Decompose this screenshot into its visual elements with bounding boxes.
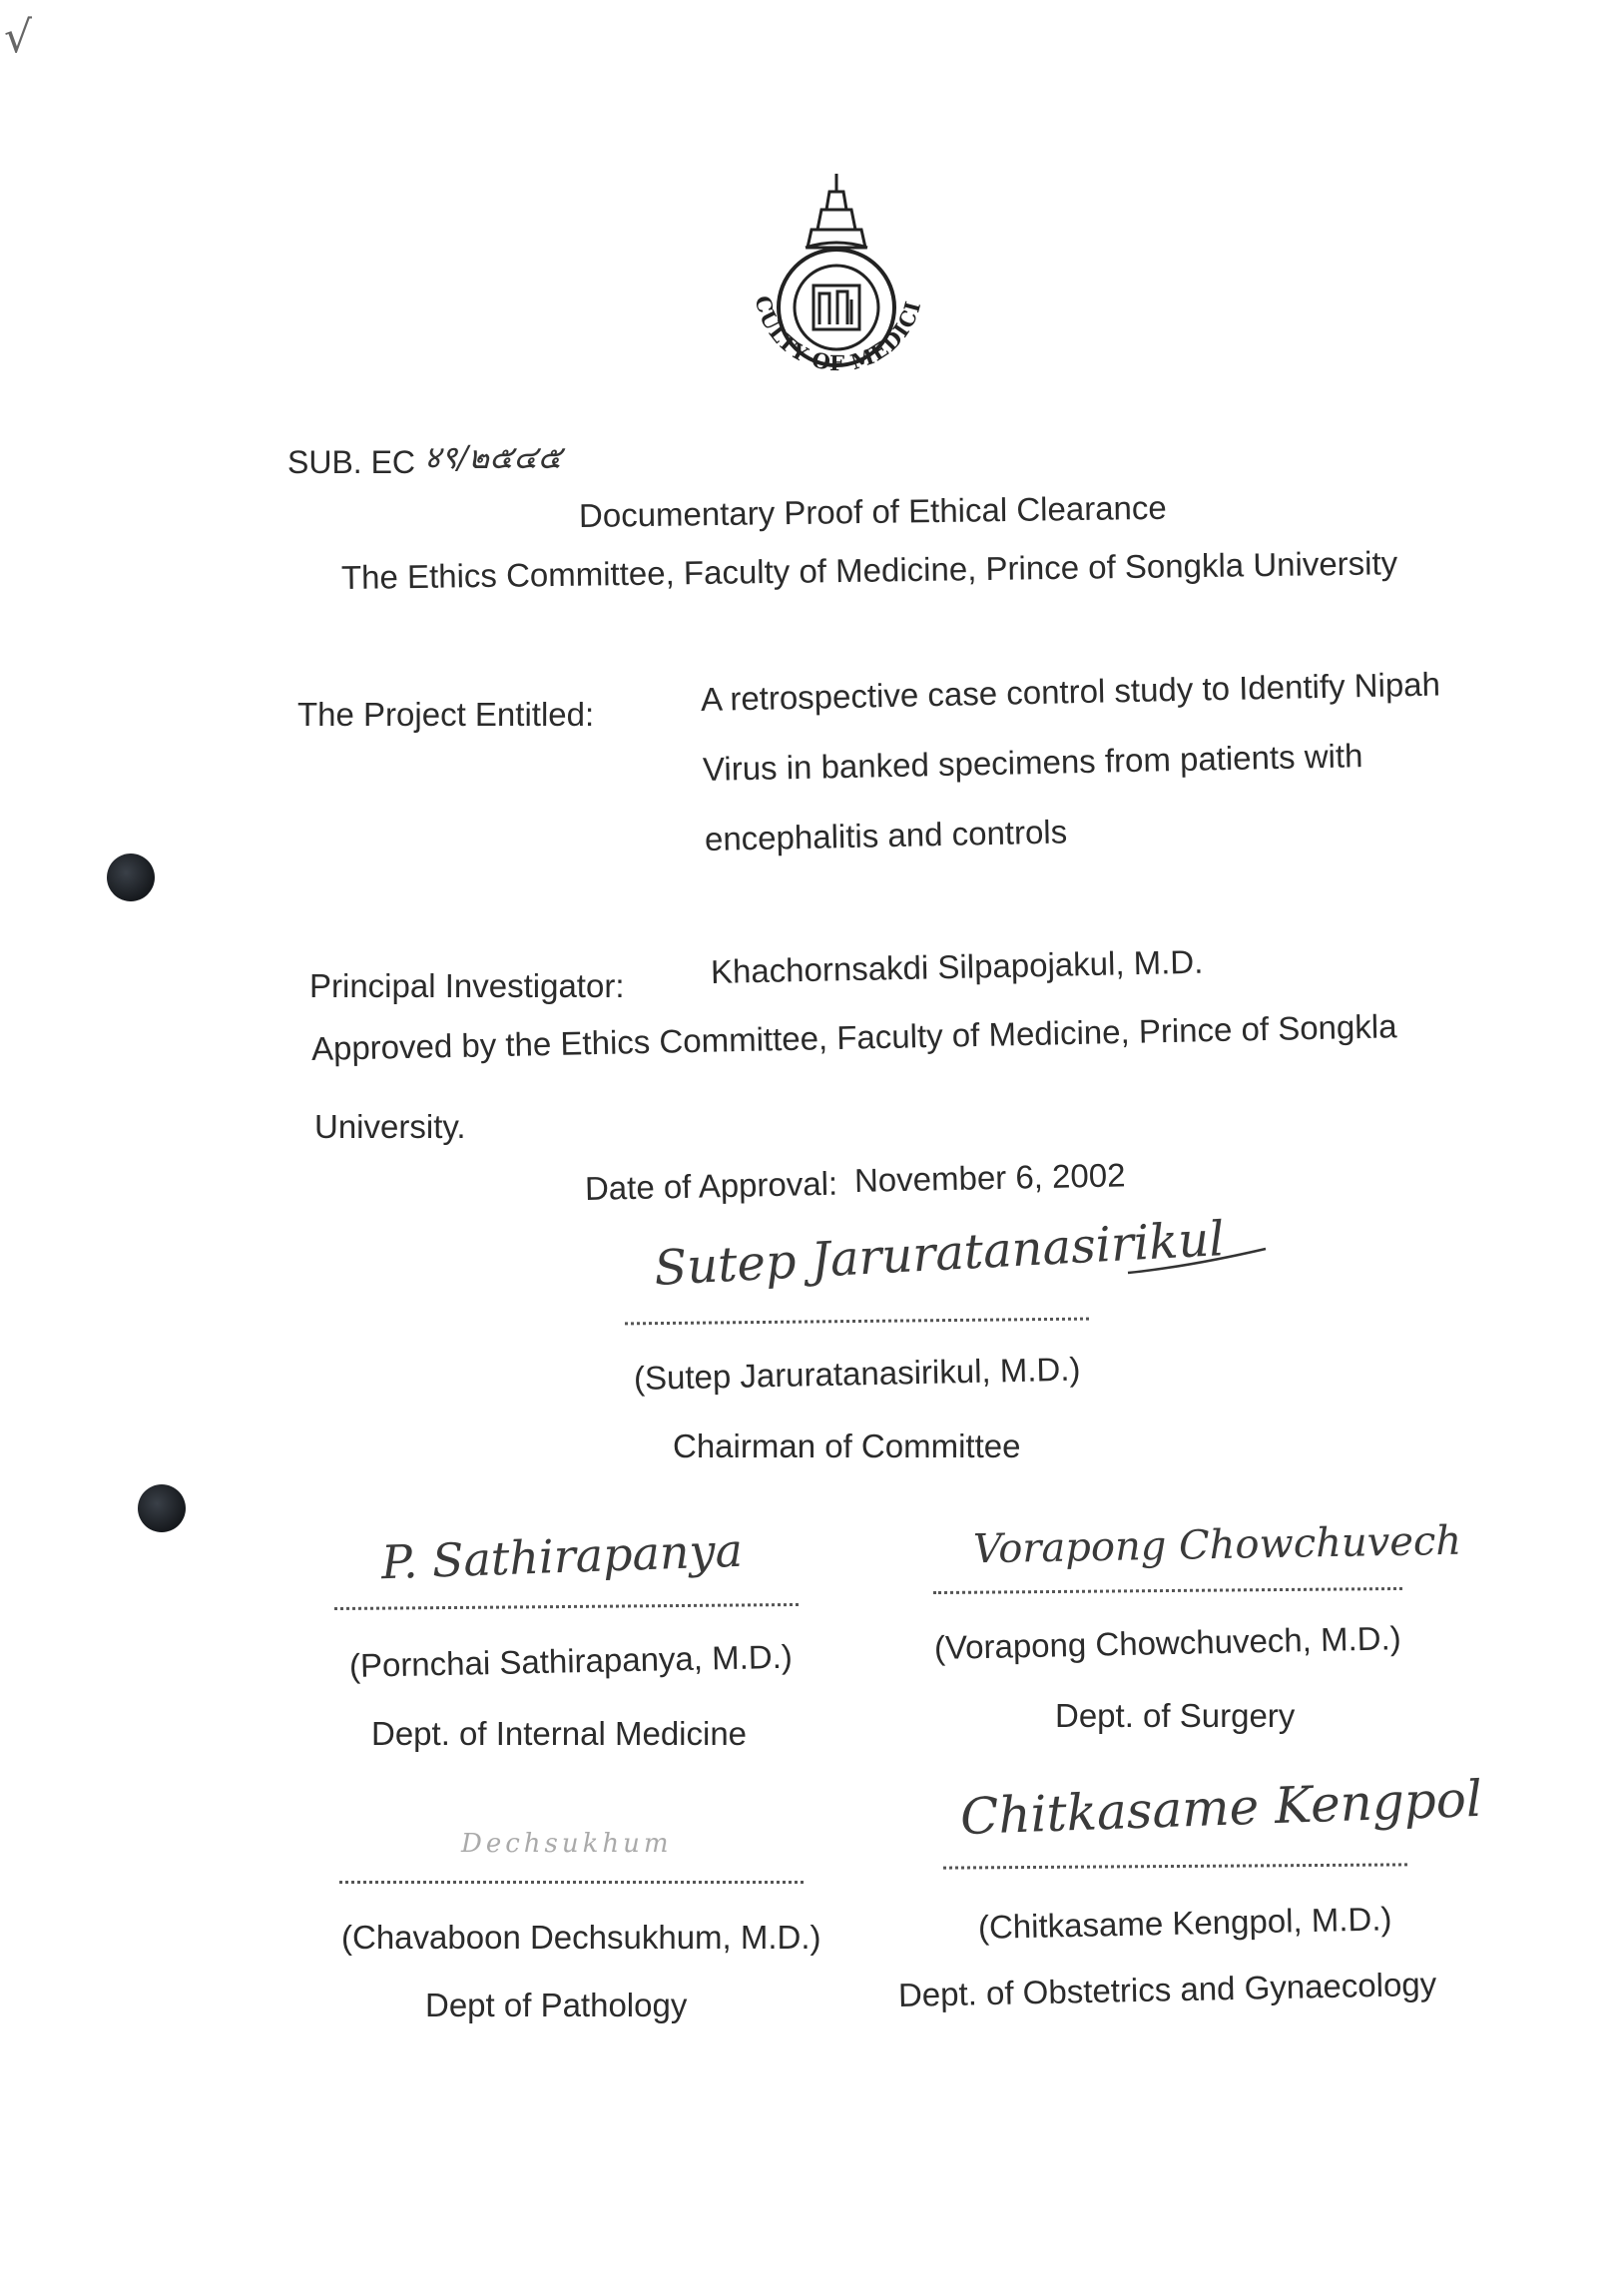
- chairman-signature-flourish: [1128, 1243, 1268, 1283]
- approval-date: November 6, 2002: [853, 1156, 1126, 1199]
- project-label: The Project Entitled:: [297, 696, 595, 733]
- signatory-2-name: (Vorapong Chowchuvech, M.D.): [933, 1619, 1402, 1666]
- signatory-2-signature-line: [933, 1587, 1402, 1594]
- punch-hole-top: [107, 854, 155, 901]
- project-title-line-2: Virus in banked specimens from patients with: [702, 737, 1363, 788]
- chairman-signature-line: [625, 1318, 1089, 1326]
- punch-hole-bottom: [138, 1484, 186, 1532]
- faculty-seal: [723, 150, 943, 409]
- chairman-title: Chairman of Committee: [673, 1427, 1021, 1464]
- signatory-3-signature-line: [339, 1881, 804, 1884]
- signatory-3-name: (Chavaboon Dechsukhum, M.D.): [341, 1919, 821, 1956]
- svg-text:FACULTY OF MEDICINE: [724, 150, 925, 375]
- ref-number-handwritten: ४९/๒๕๔๕: [424, 438, 562, 476]
- chairman-name: (Sutep Jaruratanasirikul, M.D.): [633, 1350, 1081, 1397]
- document-subtitle: The Ethics Committee, Faculty of Medicine, Prince of Songkla University: [340, 544, 1398, 596]
- approval-statement-cont: University.: [314, 1108, 466, 1145]
- approval-statement: Approved by the Ethics Committee, Faculty of Medicine, Prince of Songkla: [310, 1007, 1397, 1067]
- chairman-signature: Sutep Jaruratanasirikul: [652, 1211, 1226, 1297]
- signatory-4-name: (Chitkasame Kengpol, M.D.): [977, 1900, 1392, 1946]
- signatory-1-signature: P. Sathirapanya: [380, 1522, 744, 1590]
- signatory-2-dept: Dept. of Surgery: [1055, 1697, 1296, 1734]
- signatory-1-dept: Dept. of Internal Medicine: [371, 1715, 748, 1752]
- signatory-3-signature: Dechsukhum: [461, 1829, 673, 1859]
- signatory-4-dept: Dept. of Obstetrics and Gynaecology: [897, 1965, 1437, 2013]
- signatory-4-signature-line: [943, 1863, 1407, 1869]
- signatory-1-name: (Pornchai Sathirapanya, M.D.): [348, 1637, 794, 1684]
- document-title: Documentary Proof of Ethical Clearance: [578, 488, 1167, 534]
- project-title-line-1: A retrospective case control study to Identify Nipah: [700, 665, 1441, 718]
- seal-arc-text: FACULTY OF MEDICINE: [723, 150, 926, 376]
- signatory-2-signature: Vorapong Chowchuvech: [972, 1517, 1462, 1573]
- signatory-4-signature: Chitkasame Kengpol: [959, 1769, 1483, 1847]
- project-title-line-3: encephalitis and controls: [704, 813, 1068, 857]
- investigator-label: Principal Investigator:: [309, 967, 625, 1004]
- investigator-name: Khachornsakdi Silpapojakul, M.D.: [710, 942, 1204, 990]
- signatory-3-dept: Dept of Pathology: [425, 1987, 688, 2023]
- ref-label: SUB. EC: [287, 444, 416, 480]
- approval-date-label: Date of Approval:: [584, 1164, 838, 1207]
- signatory-1-signature-line: [334, 1603, 799, 1610]
- margin-check-mark: √: [4, 12, 33, 63]
